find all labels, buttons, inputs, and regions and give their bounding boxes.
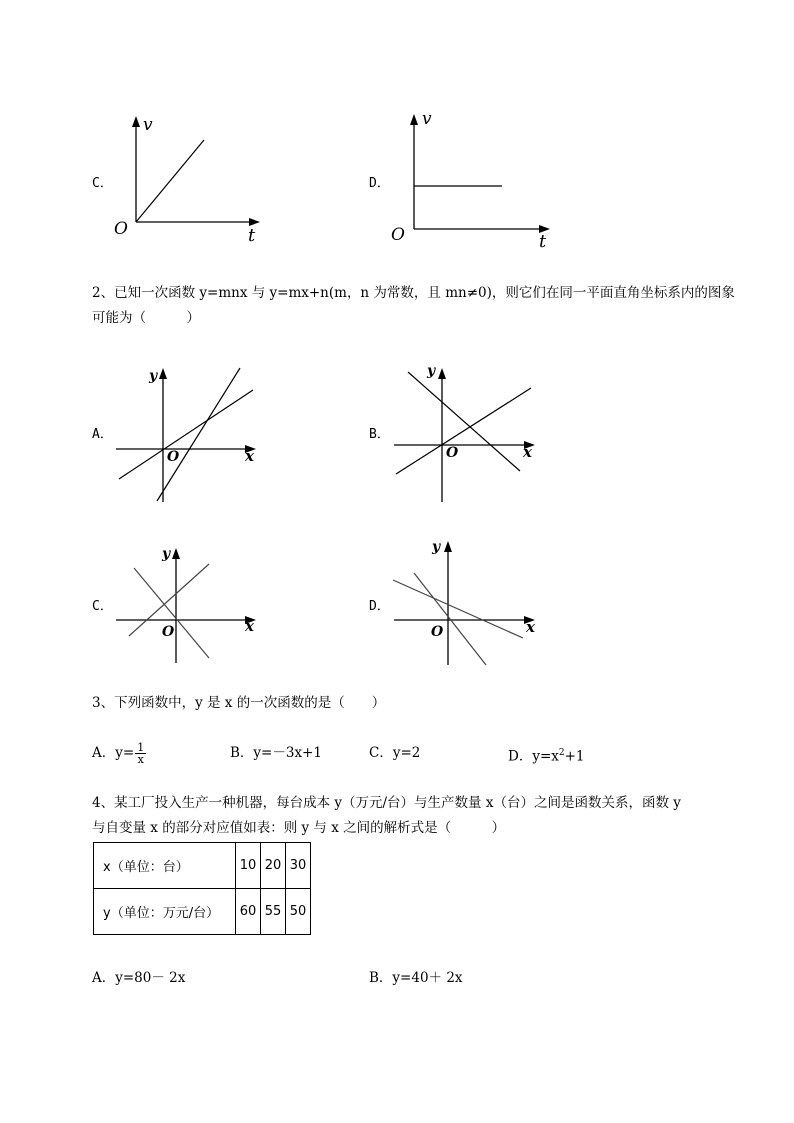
graph-line-2: [157, 368, 240, 501]
origin-label: O: [162, 624, 175, 640]
q4-stem-line1: 4、某工厂投入生产一种机器，每台成本 y（万元/台）与生产数量 x（台）之间是函数关系，函数 y: [92, 795, 681, 811]
graph-line-2: [414, 573, 486, 665]
fraction-denominator: x: [137, 753, 144, 766]
origin-label: O: [431, 624, 444, 640]
table-cell: 60: [236, 889, 261, 935]
table-cell: 10: [236, 843, 261, 889]
q1-option-c-graph: [108, 110, 268, 245]
table-cell-y-head: y（单位：万元/台）: [94, 889, 236, 935]
q3-stem: 3、下列函数中，y 是 x 的一次函数的是（ ）: [92, 695, 386, 711]
graph-line-1: [396, 388, 531, 474]
q2-option-d-label: D．: [369, 599, 390, 614]
table-cell-x-head: x（单位：台）: [94, 843, 236, 889]
origin-label: O: [114, 219, 128, 239]
q2-option-a-graph: [112, 362, 267, 504]
q4-value-table: [93, 842, 311, 935]
y-axis-arrow: [410, 114, 418, 125]
fraction-numerator: 1: [137, 741, 145, 754]
graph-line-2: [134, 568, 209, 658]
x-axis-label: x: [523, 443, 532, 461]
q3-option-a-label: A．y=: [92, 745, 135, 761]
q1-option-d-label: D．: [369, 176, 390, 191]
superscript: 2: [558, 748, 565, 758]
y-axis-label: y: [162, 546, 171, 562]
q3-option-a: [92, 740, 146, 766]
q2-option-b-graph: [390, 360, 545, 505]
q3-option-b: B．y=－3x+1: [230, 745, 322, 761]
q1-option-d-graph: [388, 108, 563, 253]
table-row: [94, 889, 311, 935]
q2-stem-line1: 2、已知一次函数 y=mnx 与 y=mx+n(m，n 为常数，且 mn≠0)，则它们在同一平面直角坐标系内的图象: [92, 285, 735, 301]
table-cell: 30: [286, 843, 311, 889]
y-axis-arrow: [132, 116, 140, 127]
y-axis-label: v: [143, 115, 153, 135]
q2-option-c-label: C．: [92, 599, 113, 614]
origin-label: O: [167, 449, 180, 465]
origin-label: O: [446, 445, 459, 461]
table-row: [94, 843, 311, 889]
q3-option-d-tail: +1: [564, 748, 585, 765]
q2-option-b-label: B．: [369, 427, 390, 442]
q3-option-c: C．y=2: [369, 745, 421, 761]
x-axis-label: x: [526, 618, 535, 636]
q3-option-d: [508, 740, 585, 770]
table-cell: 20: [261, 843, 286, 889]
y-axis-label: y: [149, 368, 158, 384]
graph-line-1: [119, 390, 253, 479]
y-axis-label: v: [422, 109, 432, 129]
table-cell: 55: [261, 889, 286, 935]
q4-option-a: A．y=80－ 2x: [92, 970, 186, 986]
q2-stem-line2: 可能为（ ）: [92, 310, 200, 326]
y-axis-label: y: [427, 363, 436, 379]
x-axis-label: t: [539, 231, 547, 252]
q4-option-b: B．y=40＋ 2x: [369, 970, 463, 986]
x-axis-label: x: [245, 447, 254, 465]
origin-label: O: [391, 225, 405, 245]
q2-option-d-graph: [390, 535, 545, 670]
q2-option-a-label: A．: [92, 427, 113, 442]
q2-option-c-graph: [112, 540, 267, 668]
x-axis-label: x: [245, 617, 254, 635]
fraction: [135, 742, 146, 765]
q3-option-d-label: D．y=x: [508, 748, 559, 765]
y-axis-label: y: [432, 539, 441, 555]
q1-option-c-label: C．: [92, 176, 113, 191]
v-t-line: [136, 140, 204, 222]
q4-stem-line2: 与自变量 x 的部分对应值如表：则 y 与 x 之间的解析式是（ ）: [92, 820, 506, 836]
table-cell: 50: [286, 889, 311, 935]
x-axis-label: t: [248, 225, 256, 245]
